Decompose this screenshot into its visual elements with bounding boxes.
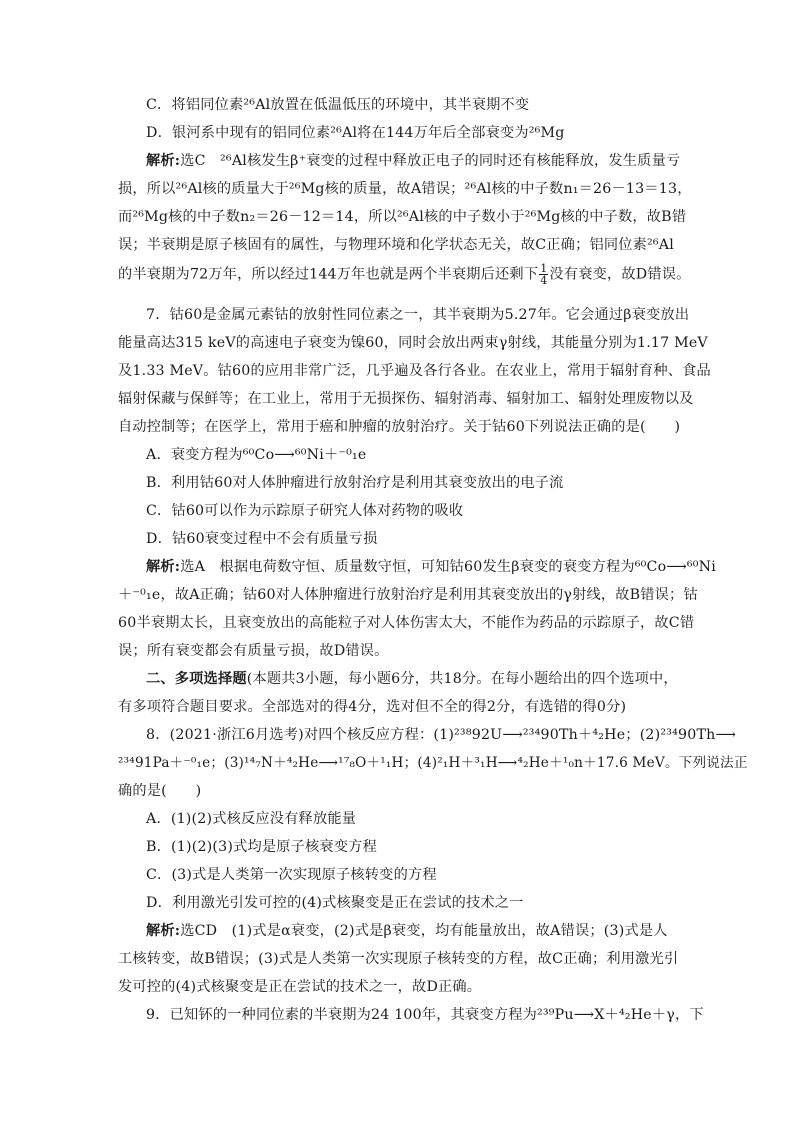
question-8-line1: 8．(2021·浙江6月选考)对四个核反应方程：(1)²³⁸92U⟶²³⁴90Th＋⁴₂He；(2)²³⁴90Th⟶ bbox=[146, 727, 737, 743]
analysis-q6-line4: 误；半衰期是原子核固有的属性，与物理环境和化学状态无关，故C正确；铝同位素²⁶Al bbox=[118, 237, 674, 253]
option-c-q8: C．(3)式是人类第一次实现原子核转变的方程 bbox=[146, 867, 437, 883]
analysis-q8-line3: 发可控的(4)式核聚变是正在尝试的技术之一，故D正确。 bbox=[118, 979, 482, 995]
analysis-q7-line2: ＋⁻⁰₁e，故A正确；钴60对人体肿瘤进行放射治疗是利用其衰变放出的γ射线，故B错误；钴 bbox=[118, 587, 698, 603]
fraction-one-quarter: $\frac{1}{4}$ bbox=[540, 262, 548, 287]
option-c-q7: C．钴60可以作为示踪原子研究人体对药物的吸收 bbox=[146, 503, 464, 519]
section-heading-multiple-choice: 二、多项选择题(本题共3小题，每小题6分，共18分。在每小题给出的四个选项中， bbox=[146, 671, 678, 687]
option-d-q7: D．钴60衰变过程中不会有质量亏损 bbox=[146, 531, 378, 547]
analysis-q6-line3: 而²⁶Mg核的中子数n₂＝26－12＝14，所以²⁶Al核的中子数小于²⁶Mg核的中子数，故B错 bbox=[118, 209, 687, 225]
option-b-q8: B．(1)(2)(3)式均是原子核衰变方程 bbox=[146, 839, 377, 855]
section-title: 二、多项选择题 bbox=[146, 671, 247, 687]
option-a-q7: A．衰变方程为⁶⁰Co⟶⁶⁰Ni＋⁻⁰₁e bbox=[146, 447, 367, 463]
analysis-q6-line5: 的半衰期为72万年，所以经过144万年也就是两个半衰期后还剩下 $\frac{1}{4}$ 没有衰变，故D错误。 bbox=[118, 262, 691, 287]
analysis-q7-line1: 解析:选A 根据电荷数守恒、质量数守恒，可知钴60发生β衰变的衰变方程为⁶⁰Co⟶⁶⁰Ni bbox=[146, 559, 716, 575]
question-7-line1: 7．钴60是金属元素钴的放射性同位素之一，其半衰期为5.27年。它会通过β衰变放出 bbox=[146, 307, 690, 323]
question-7-line5: 自动控制等；在医学上，常用于癌和肿瘤的放射治疗。关于钴60下列说法正确的是( ) bbox=[118, 419, 681, 435]
analysis-q7-line3: 60半衰期太长，且衰变放出的高能粒子对人体伤害太大，不能作为药品的示踪原子，故C错 bbox=[118, 615, 695, 631]
option-b-q7: B．利用钴60对人体肿瘤进行放射治疗是利用其衰变放出的电子流 bbox=[146, 475, 564, 491]
option-a-q8: A．(1)(2)式核反应没有释放能量 bbox=[146, 811, 357, 827]
section-instructions: 有多项符合题目要求。全部选对的得4分，选对但不全的得2分，有选错的得0分) bbox=[118, 699, 627, 715]
option-d-q6: D．银河系中现有的铝同位素²⁶Al将在144万年后全部衰变为²⁶Mg bbox=[146, 125, 565, 141]
analysis-label: 解析: bbox=[146, 923, 181, 939]
question-8-line3: 确的是( ) bbox=[118, 783, 202, 799]
analysis-q7-line4: 误；所有衰变都会有质量亏损，故D错误。 bbox=[118, 643, 389, 659]
analysis-label: 解析: bbox=[146, 559, 181, 575]
question-7-line3: 及1.33 MeV。钴60的应用非常广泛，几乎遍及各行各业。在农业上，常用于辐射育种、食品 bbox=[118, 363, 711, 379]
question-9-line1: 9．已知钚的一种同位素的半衰期为24 100年，其衰变方程为²³⁹Pu⟶X＋⁴₂He＋γ，下 bbox=[146, 1007, 704, 1023]
analysis-q8-line2: 工核转变，故B错误；(3)式是人类第一次实现原子核转变的方程，故C正确；利用激光引 bbox=[118, 951, 679, 967]
option-c-q6: C．将铝同位素²⁶Al放置在低温低压的环境中，其半衰期不变 bbox=[146, 97, 530, 113]
analysis-label: 解析: bbox=[146, 153, 181, 169]
question-8-line2: ²³⁴91Pa＋⁻⁰₁e；(3)¹⁴₇N＋⁴₂He⟶¹⁷₈O＋¹₁H；(4)²₁H＋³₁H⟶⁴₂He＋¹₀n＋17.6 MeV。下列说法正 bbox=[118, 755, 748, 771]
option-d-q8: D．利用激光引发可控的(4)式核聚变是正在尝试的技术之一 bbox=[146, 895, 524, 911]
question-7-line4: 辐射保藏与保鲜等；在工业上，常用于无损探伤、辐射消毒、辐射加工、辐射处理废物以及 bbox=[118, 391, 694, 407]
analysis-q8-line1: 解析:选CD (1)式是α衰变，(2)式是β衰变，均有能量放出，故A错误；(3)式是人 bbox=[146, 923, 668, 939]
analysis-q6-line1: 解析:选C ²⁶Al核发生β⁺衰变的过程中释放正电子的同时还有核能释放，发生质量亏 bbox=[146, 153, 681, 169]
question-7-line2: 能量高达315 keV的高速电子衰变为镍60，同时会放出两束γ射线，其能量分别为1.17 MeV bbox=[118, 335, 708, 351]
analysis-q6-line2: 损，所以²⁶Al核的质量大于²⁶Mg核的质量，故A错误；²⁶Al核的中子数n₁＝26－13＝13， bbox=[118, 181, 692, 197]
